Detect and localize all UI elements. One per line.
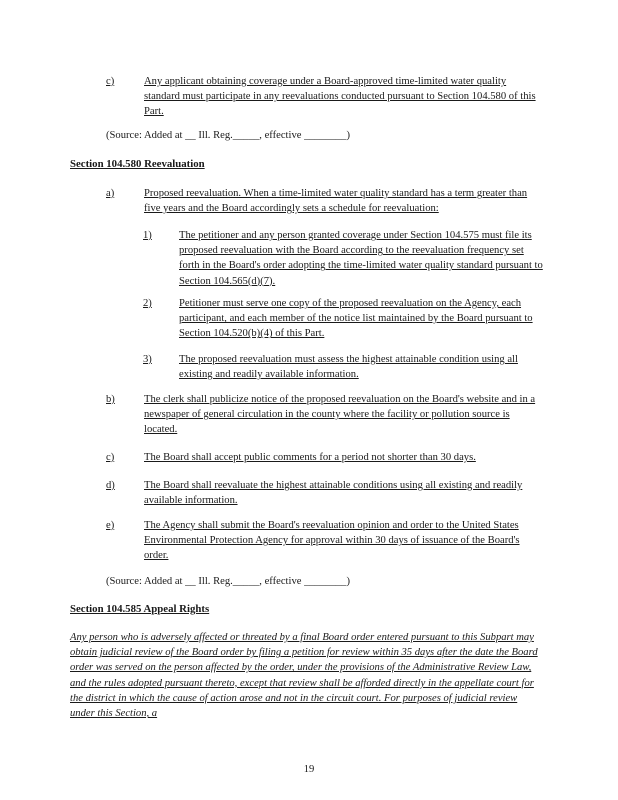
- item-d-label: d): [106, 480, 115, 491]
- item-d-text: The Board shall reevaluate the highest attainable conditions using all existing and readily available information.: [144, 480, 523, 507]
- source-note-1: (Source: Added at __ Ill. Reg._____, effective ________): [106, 130, 350, 141]
- item-c-prev-label: c): [106, 76, 115, 87]
- item-a1-text: The petitioner and any person granted coverage under Section 104.575 must file its proposed reevaluation with the Board according to the reevaluation frequency set forth in the Board's order adopting the time-limited water quality standard pursuant to Section 104.565(d)(7).: [179, 230, 543, 287]
- page-number: 19: [303, 764, 315, 775]
- item-a-label: a): [106, 188, 115, 199]
- appeal-rights-paragraph: Any person who is adversely affected or threated by a final Board order entered pursuant to this Subpart may obtain judicial review of the Board order by filing a petition for review within 35 days after the date the Board order was served on the person affected by the order, under the provisions of the Administrative Review Law, and the rules adopted pursuant thereto, except that review shall be afforded directly in the appellate court for the district in which the cause of action arose and not in the circuit court. For purposes of judicial review under this Section, a: [70, 632, 538, 720]
- item-b-text: The clerk shall publicize notice of the proposed reevaluation on the Board's website and in a newspaper of general circulation in the county where the facility or pollution source is located.: [144, 394, 536, 436]
- item-c-prev-text: Any applicant obtaining coverage under a Board-approved time-limited water quality standard must participate in any reevaluations conducted pursuant to Section 104.580 of this Part.: [144, 76, 536, 118]
- item-a2-label: 2): [143, 298, 152, 309]
- source-note-2: (Source: Added at __ Ill. Reg._____, effective ________): [106, 576, 350, 587]
- item-e-label: e): [106, 520, 115, 531]
- section-580-heading: Section 104.580 Reevaluation: [70, 158, 205, 170]
- item-c-text: The Board shall accept public comments for a period not shorter than 30 days.: [144, 452, 476, 463]
- item-e-text: The Agency shall submit the Board's reevaluation opinion and order to the United States Environmental Protection Agency for approval within 30 days of issuance of the Board's order.: [144, 520, 520, 562]
- item-a3-label: 3): [143, 354, 152, 365]
- item-a-text: Proposed reevaluation. When a time-limited water quality standard has a term greater than five years and the Board accordingly sets a schedule for reevaluation:: [144, 188, 528, 215]
- item-b-label: b): [106, 394, 115, 405]
- item-a1-label: 1): [143, 230, 152, 241]
- item-a3-text: The proposed reevaluation must assess the highest attainable condition using all existing and readily available information.: [179, 354, 518, 381]
- item-c-label: c): [106, 452, 115, 463]
- section-585-heading: Section 104.585 Appeal Rights: [70, 603, 210, 615]
- item-a2-text: Petitioner must serve one copy of the proposed reevaluation on the Agency, each participant, and each member of the notice list maintained by the Board pursuant to Section 104.520(b)(4) of this Part.: [179, 298, 533, 340]
